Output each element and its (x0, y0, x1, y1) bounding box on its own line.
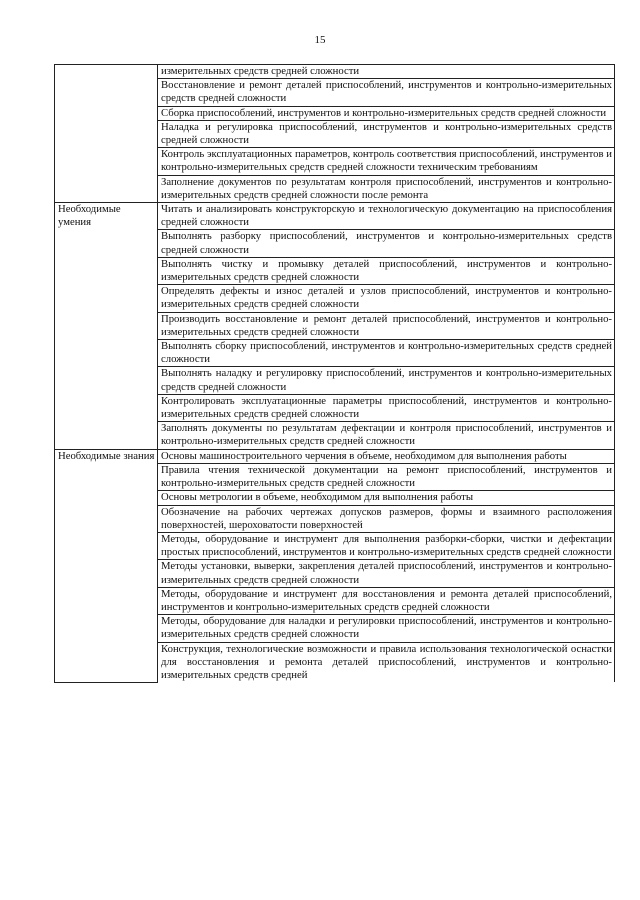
table-cell: измерительных средств средней сложности (158, 65, 615, 79)
section-title (55, 65, 158, 203)
table-cell: Выполнять чистку и промывку деталей приспособлений, инструментов и контрольно-измерительных средств средней сложности (158, 257, 615, 284)
table-cell: Методы, оборудование и инструмент для восстановления и ремонта деталей приспособлений, инструментов и контрольно-измерительных средств средней сложности (158, 587, 615, 614)
table-cell: Заполнение документов по результатам контроля приспособлений, инструментов и контрольно-измерительных средств средней сложности после ремонта (158, 175, 615, 202)
table-cell: Методы установки, выверки, закрепления деталей приспособлений, инструментов и контрольно-измерительных средств средней сложности (158, 560, 615, 587)
table-cell: Выполнять наладку и регулировку приспособлений, инструментов и контрольно-измерительных средств средней сложности (158, 367, 615, 394)
table-row (55, 65, 615, 79)
table-cell: Читать и анализировать конструкторскую и технологическую документацию на приспособления средней сложности (158, 203, 615, 230)
table-cell: Восстановление и ремонт деталей приспособлений, инструментов и контрольно-измерительных средств средней сложности (158, 79, 615, 106)
table-row (55, 203, 615, 230)
table-cell: Методы, оборудование для наладки и регулировки приспособлений, инструментов и контрольно-измерительных средств средней сложности (158, 615, 615, 642)
table-cell: Контроль эксплуатационных параметров, контроль соответствия приспособлений, инструментов и контрольно-измерительных средств средней сложности техническим требованиям (158, 148, 615, 175)
table-row (55, 449, 615, 463)
table-cell: Выполнять разборку приспособлений, инструментов и контрольно-измерительных средств средней сложности (158, 230, 615, 257)
table-cell: Выполнять сборку приспособлений, инструментов и контрольно-измерительных средств средней сложности (158, 340, 615, 367)
section-title: Необходимые умения (55, 203, 158, 450)
section-title: Необходимые знания (55, 449, 158, 682)
table-cell: Правила чтения технической документации на ремонт приспособлений, инструментов и контрольно-измерительных средств средней сложности (158, 463, 615, 490)
table-cell: Основы метрологии в объеме, необходимом для выполнения работы (158, 491, 615, 505)
page-number: 15 (314, 34, 326, 46)
table-cell: Наладка и регулировка приспособлений, инструментов и контрольно-измерительных средств средней сложности (158, 120, 615, 147)
table-cell: Заполнять документы по результатам дефектации и контроля приспособлений, инструментов и контрольно-измерительных средств средней сложности (158, 422, 615, 449)
table-cell: Определять дефекты и износ деталей и узлов приспособлений, инструментов и контрольно-измерительных средств средней сложности (158, 285, 615, 312)
table-cell: Основы машиностроительного черчения в объеме, необходимом для выполнения работы (158, 449, 615, 463)
table-cell: Производить восстановление и ремонт деталей приспособлений, инструментов и контрольно-измерительных средств средней сложности (158, 312, 615, 339)
competency-table (54, 64, 615, 683)
table-cell: Методы, оборудование и инструмент для выполнения разборки-сборки, чистки и дефектации простых приспособлений, инструментов и контрольно-измерительных средств средней сложности (158, 532, 615, 559)
table-cell: Конструкция, технологические возможности и правила использования технологической оснастки для восстановления и ремонта деталей приспособлений, инструментов и контрольно-измерительных средств средней (158, 642, 615, 682)
table-cell: Контролировать эксплуатационные параметры приспособлений, инструментов и контрольно-измерительных средств средней сложности (158, 394, 615, 421)
table-cell: Сборка приспособлений, инструментов и контрольно-измерительных средств средней сложности (158, 106, 615, 120)
table-cell: Обозначение на рабочих чертежах допусков размеров, формы и взаимного расположения поверхностей, шероховатости поверхностей (158, 505, 615, 532)
